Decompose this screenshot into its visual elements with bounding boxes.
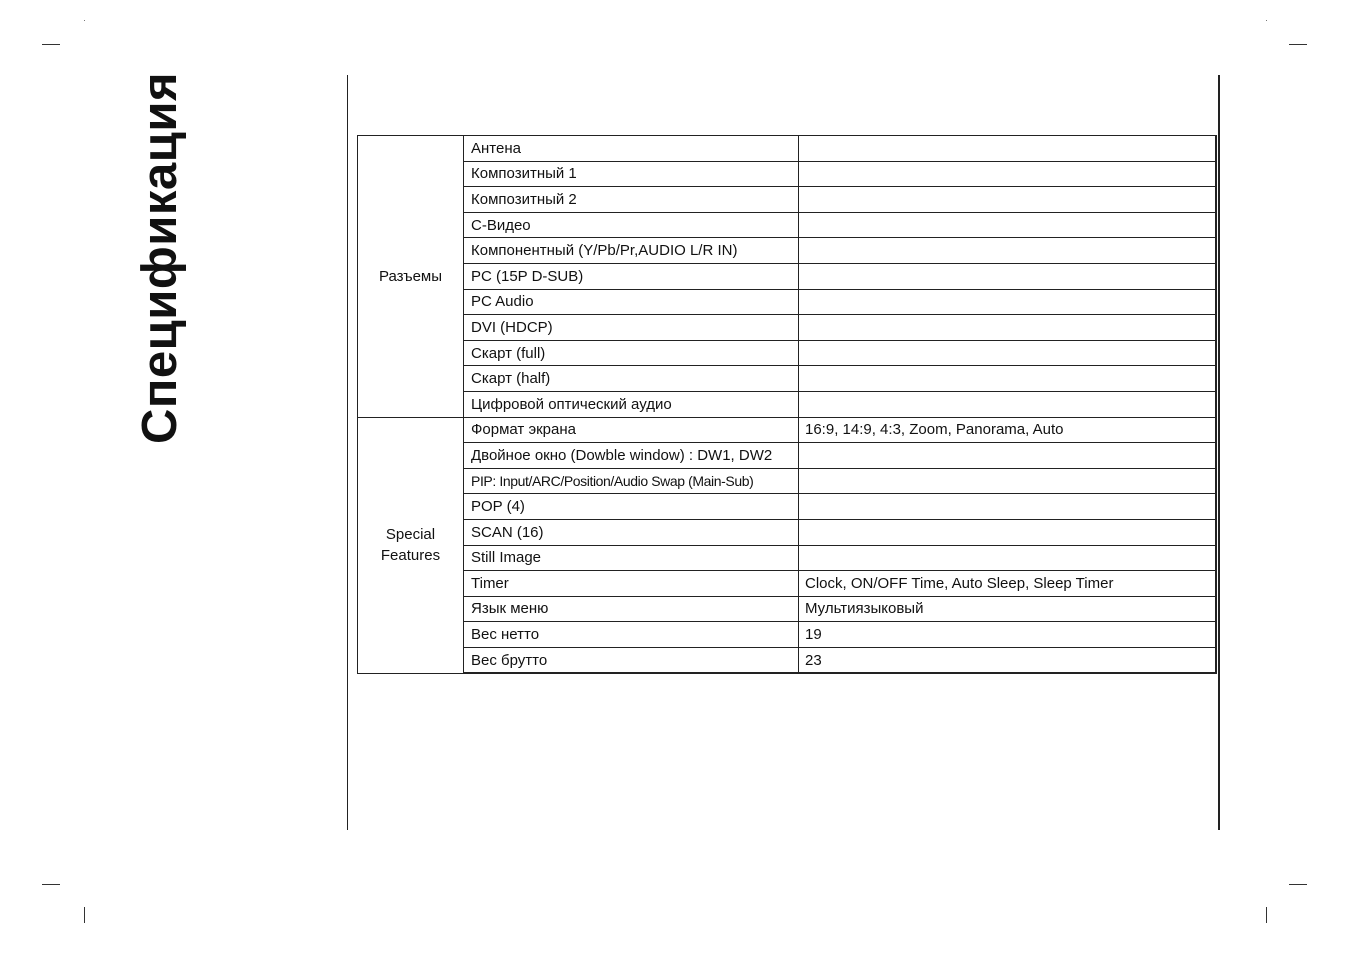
spec-name: POP (4) bbox=[464, 494, 799, 520]
section-label-connectors: Разъемы bbox=[358, 136, 464, 418]
crop-dot-top-right bbox=[1266, 20, 1267, 21]
spec-name: Скарт (full) bbox=[464, 340, 799, 366]
table-row bbox=[358, 263, 1216, 289]
crop-mark-bottom-left bbox=[42, 884, 60, 885]
spec-value bbox=[799, 289, 1216, 315]
table-row bbox=[358, 417, 1216, 443]
table-row bbox=[358, 571, 1216, 597]
page-title: Спецификация bbox=[133, 71, 187, 445]
table-row bbox=[358, 187, 1216, 213]
spec-value bbox=[799, 340, 1216, 366]
table-row bbox=[358, 391, 1216, 417]
spec-value: Clock, ON/OFF Time, Auto Sleep, Sleep Timer bbox=[799, 571, 1216, 597]
crop-dot-top-left bbox=[84, 20, 85, 21]
spec-value: 23 bbox=[799, 647, 1216, 673]
spec-name: SCAN (16) bbox=[464, 519, 799, 545]
section-label-special-features bbox=[358, 417, 464, 673]
section-label-line: Features bbox=[380, 547, 441, 565]
spec-value bbox=[799, 136, 1216, 162]
spec-name: Вес нетто bbox=[464, 622, 799, 648]
spec-value bbox=[799, 187, 1216, 213]
spec-name: PC Audio bbox=[464, 289, 799, 315]
spec-name: Композитный 2 bbox=[464, 187, 799, 213]
spec-name: Still Image bbox=[464, 545, 799, 571]
spec-value bbox=[799, 519, 1216, 545]
table-row bbox=[358, 622, 1216, 648]
spec-name: Формат экрана bbox=[464, 417, 799, 443]
spec-value: 19 bbox=[799, 622, 1216, 648]
table-row bbox=[358, 315, 1216, 341]
table-row bbox=[358, 238, 1216, 264]
table-row bbox=[358, 161, 1216, 187]
table-row bbox=[358, 212, 1216, 238]
spec-name: С-Видео bbox=[464, 212, 799, 238]
spec-value bbox=[799, 263, 1216, 289]
spec-name: Антена bbox=[464, 136, 799, 162]
section-label-line: Special bbox=[385, 526, 436, 544]
table-row bbox=[358, 443, 1216, 469]
spec-name: Вес брутто bbox=[464, 647, 799, 673]
spec-value bbox=[799, 315, 1216, 341]
crop-mark-bottom-right-vertical bbox=[1266, 907, 1267, 923]
spec-value bbox=[799, 238, 1216, 264]
spec-value: 16:9, 14:9, 4:3, Zoom, Panorama, Auto bbox=[799, 417, 1216, 443]
crop-mark-top-right bbox=[1289, 44, 1307, 45]
spec-value bbox=[799, 468, 1216, 494]
table-row bbox=[358, 494, 1216, 520]
table-row bbox=[358, 136, 1216, 162]
left-rule bbox=[347, 75, 348, 830]
table-row bbox=[358, 519, 1216, 545]
spec-value: Мультиязыковый bbox=[799, 596, 1216, 622]
crop-mark-bottom-left-vertical bbox=[84, 907, 85, 923]
spec-name: Компонентный (Y/Pb/Pr,AUDIO L/R IN) bbox=[464, 238, 799, 264]
spec-name: Композитный 1 bbox=[464, 161, 799, 187]
table-row bbox=[358, 289, 1216, 315]
crop-mark-top-left bbox=[42, 44, 60, 45]
right-rule bbox=[1218, 75, 1220, 830]
table-row bbox=[358, 545, 1216, 571]
spec-name: PC (15P D-SUB) bbox=[464, 263, 799, 289]
table-row bbox=[358, 366, 1216, 392]
table-row bbox=[358, 468, 1216, 494]
spec-value bbox=[799, 161, 1216, 187]
spec-name: Цифровой оптический аудио bbox=[464, 391, 799, 417]
table-row bbox=[358, 647, 1216, 673]
spec-name: PIP: Input/ARC/Position/Audio Swap (Main-Sub) bbox=[464, 468, 799, 494]
spec-value bbox=[799, 443, 1216, 469]
spec-value bbox=[799, 545, 1216, 571]
spec-table bbox=[357, 135, 1217, 674]
spec-value bbox=[799, 494, 1216, 520]
table-row bbox=[358, 340, 1216, 366]
spec-value bbox=[799, 391, 1216, 417]
spec-name: Скарт (half) bbox=[464, 366, 799, 392]
spec-name: Двойное окно (Dowble window) : DW1, DW2 bbox=[464, 443, 799, 469]
spec-name: Язык меню bbox=[464, 596, 799, 622]
spec-value bbox=[799, 366, 1216, 392]
spec-name: DVI (HDCP) bbox=[464, 315, 799, 341]
crop-mark-bottom-right bbox=[1289, 884, 1307, 885]
spec-value bbox=[799, 212, 1216, 238]
spec-name: Timer bbox=[464, 571, 799, 597]
table-row bbox=[358, 596, 1216, 622]
